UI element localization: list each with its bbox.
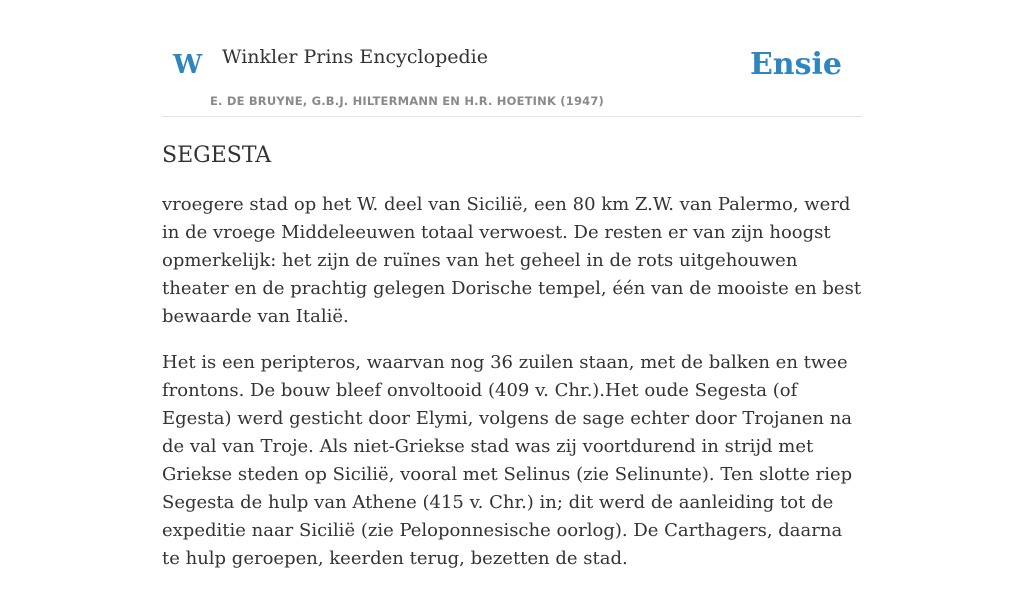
entry-paragraph-1: vroegere stad op het W. deel van Sicilië, een 80 km Z.W. van Palermo, werd in de vroege Middeleeuwen totaal verwoest. De resten er van zijn hoogst opmerkelijk: het zijn de ruïnes van het geheel in de rots uitgehouwen theater en de prachtig gelegen Dorische tempel, één van de mooiste en best bewaarde van Italië. bbox=[162, 194, 862, 328]
ensie-logo-link[interactable]: Ensie bbox=[749, 47, 842, 82]
entry-title: SEGESTA bbox=[162, 143, 272, 168]
page bbox=[162, 0, 862, 591]
book-title[interactable]: Winkler Prins Encyclopedie bbox=[222, 46, 488, 68]
winkler-prins-logo-icon[interactable]: W bbox=[173, 50, 203, 80]
entry-paragraph-2: Het is een peripteros, waarvan nog 36 zuilen staan, met de balken en twee frontons. De bouw bleef onvoltooid (409 v. Chr.).Het oude Segesta (of Egesta) werd gesticht door Elymi, volgens de sage echter door Trojanen na de val van Troje. Als niet-Griekse stad was zij voortdurend in strijd met Griekse steden op Sicilië, vooral met Selinus (zie Selinunte). Ten slotte riep Segesta de hulp van Athene (415 v. Chr.) in; dit werd de aanleiding tot de expeditie naar Sicilië (zie Peloponnesische oorlog). De Carthagers, daarna te hulp geroepen, keerden terug, bezetten de stad. bbox=[162, 352, 853, 570]
book-authors: E. DE BRUYNE, G.B.J. HILTERMANN EN H.R. HOETINK (1947) bbox=[210, 94, 605, 108]
entry-body bbox=[162, 191, 862, 573]
header bbox=[162, 0, 862, 117]
